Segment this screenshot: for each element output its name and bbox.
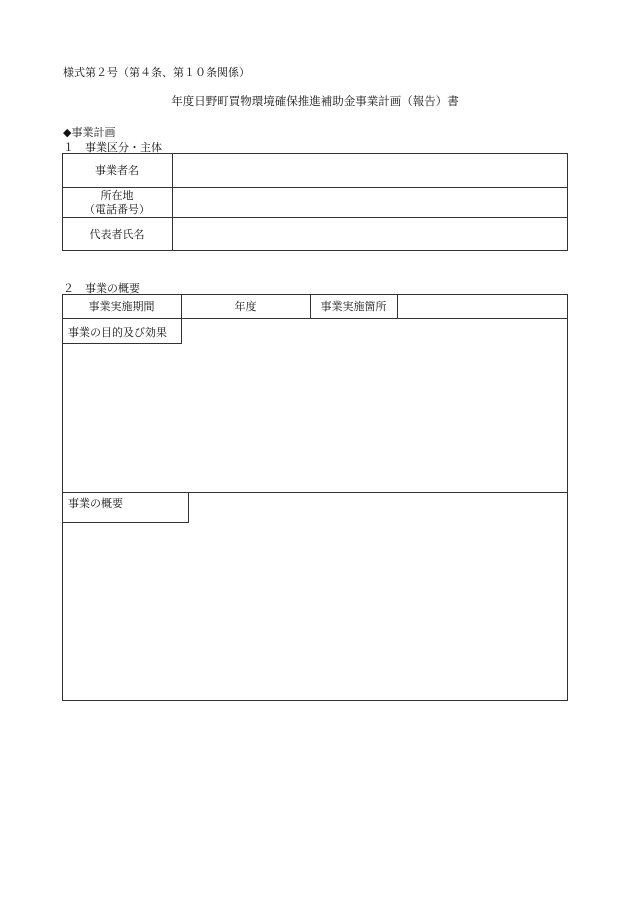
representative-label: 代表者氏名 bbox=[89, 228, 145, 241]
phone-label: （電話番号） bbox=[84, 203, 150, 216]
business-name-label: 事業者名 bbox=[95, 164, 139, 177]
plan-heading: ◆事業計画 bbox=[63, 126, 116, 139]
purpose-label: 事業の目的及び効果 bbox=[68, 326, 167, 339]
location-label: 事業実施箇所 bbox=[320, 300, 387, 313]
section2-heading: ２ 事業の概要 bbox=[63, 282, 140, 295]
overview-label: 事業の概要 bbox=[68, 497, 123, 510]
period-value[interactable]: 年度 bbox=[234, 300, 257, 313]
address-label: 所在地 bbox=[100, 189, 134, 202]
form-number: 様式第２号（第４条、第１０条関係） bbox=[63, 66, 250, 79]
document-title: 年度日野町買物環境確保推進補助金事業計画（報告）書 bbox=[171, 94, 459, 108]
period-label: 事業実施期間 bbox=[88, 300, 155, 313]
section1-heading: １ 事業区分・主体 bbox=[63, 141, 162, 154]
